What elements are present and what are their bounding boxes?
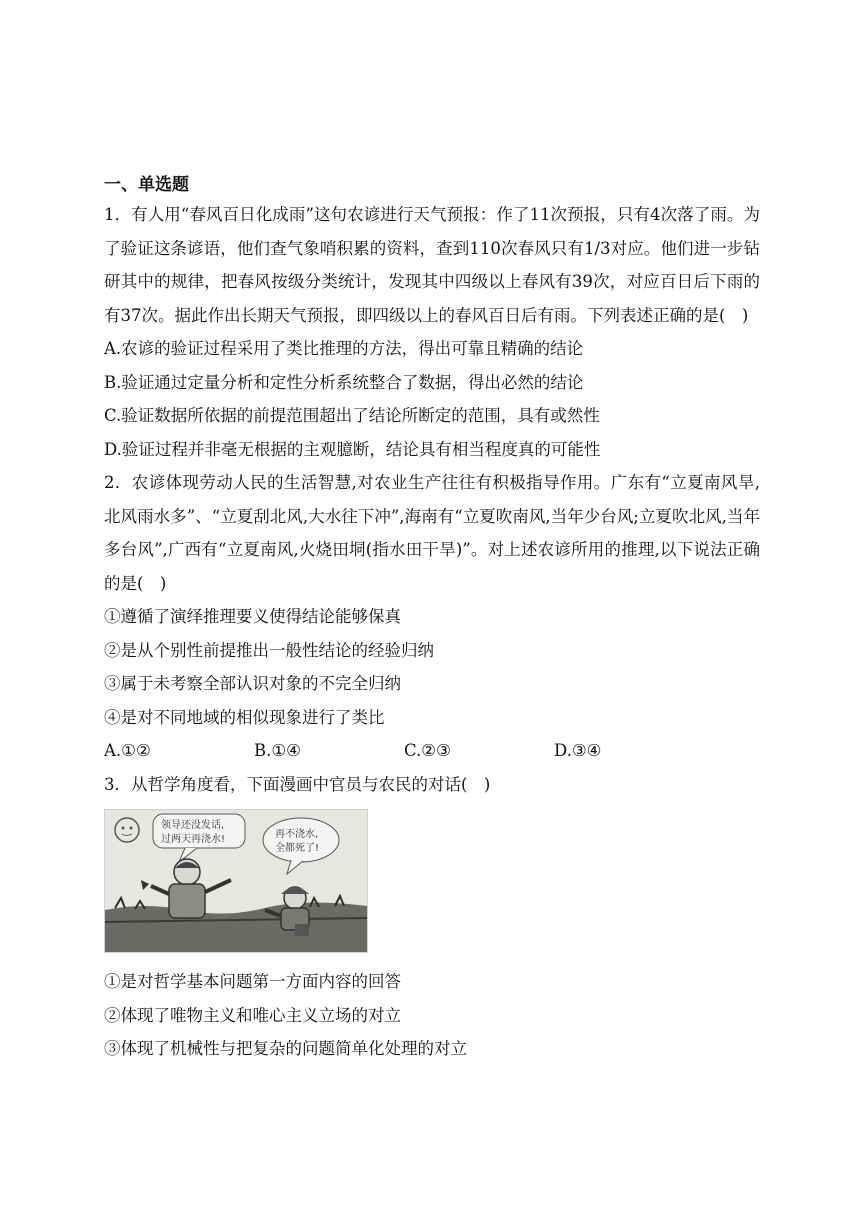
bubble-right-line-2: 全都死了! <box>275 843 320 854</box>
q3-statement-1: ①是对哲学基本问题第一方面内容的回答 <box>104 972 401 991</box>
q2-option-c: C.②③ <box>404 741 451 760</box>
question-1-stem: 1．有人用“春风百日化成雨”这句农谚进行天气预报：作了11次预报，只有4次落了雨。为了验证这条谚语，他们查气象哨积累的资料，查到110次春风只有1/3对应。他们进一步钻研其中的规律，把春风按级分类统计，发现其中四级以上春风有39次，对应百日后下雨的有37次。据此作出长期天气预报，即四级以上的春风百日后有雨。下列表述正确的是( ) <box>104 205 760 325</box>
q2-option-a: A.①② <box>104 741 151 760</box>
question-3-stem: 3．从哲学角度看，下面漫画中官员与农民的对话( ) <box>104 774 491 794</box>
q1-option-c: C.验证数据所依据的前提范围超出了结论所断定的范围，具有或然性 <box>104 406 600 425</box>
q2-statement-3: ③属于未考察全部认识对象的不完全归纳 <box>104 674 401 693</box>
cartoon-drawing <box>105 810 367 952</box>
section-title: 一、单选题 <box>104 175 189 195</box>
q2-statement-2: ②是从个别性前提推出一般性结论的经验归纳 <box>104 640 434 660</box>
q2-statement-4: ④是对不同地域的相似现象进行了类比 <box>104 707 385 727</box>
bubble-left-line-2: 过两天再浇水! <box>161 834 226 845</box>
q1-option-a: A.农谚的验证过程采用了类比推理的方法，得出可靠且精确的结论 <box>104 339 584 358</box>
document-body <box>104 172 760 1066</box>
q2-statement-1: ①遵循了演绎推理要义使得结论能够保真 <box>104 607 401 626</box>
q2-option-d: D.③④ <box>554 741 602 760</box>
question-2-stem: 2．农谚体现劳动人民的生活智慧,对农业生产往往有积极指导作用。广东有“立夏南风旱,北风雨水多”、“立夏刮北风,大水往下冲”,海南有“立夏吹南风,当年少台风;立夏吹北风,当年多台风”,广西有“立夏南风,火烧田垌(指水田干旱)”。对上述农谚所用的推理,以下说法正确的是( ) <box>104 473 760 593</box>
q3-statement-3: ③体现了机械性与把复杂的问题简单化处理的对立 <box>104 1039 467 1058</box>
bubble-left-line-1: 领导还没发话, <box>161 820 225 831</box>
cartoon-image <box>104 809 368 953</box>
bubble-right-line-1: 再不浇水, <box>275 829 319 840</box>
q1-option-b: B.验证通过定量分析和定性分析系统整合了数据，得出必然的结论 <box>104 372 584 392</box>
q3-statement-2: ②体现了唯物主义和唯心主义立场的对立 <box>104 1005 401 1025</box>
q2-option-b: B.①④ <box>254 741 301 760</box>
q2-options-row <box>104 734 760 768</box>
q1-option-d: D.验证过程并非毫无根据的主观臆断，结论具有相当程度真的可能性 <box>104 439 601 459</box>
